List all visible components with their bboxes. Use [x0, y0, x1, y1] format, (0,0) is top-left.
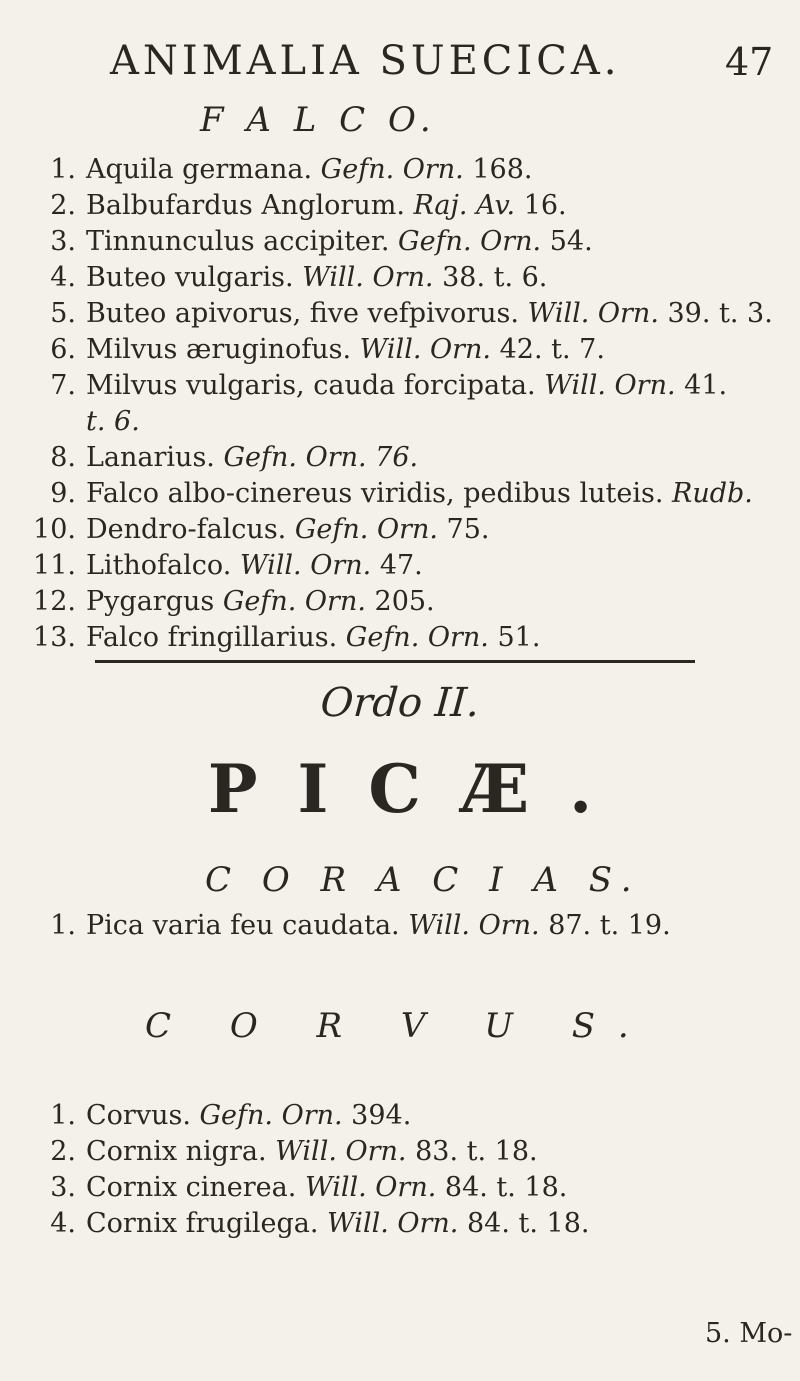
author-reference: Gefn. Orn. [222, 586, 366, 617]
entry-text [86, 260, 778, 296]
author-reference: Will. Orn. [275, 1136, 407, 1167]
species-name: Tinnunculus accipiter. [86, 226, 399, 257]
author-reference: Will. Orn. [239, 550, 372, 581]
list-item [28, 152, 778, 188]
list-item [28, 440, 778, 476]
entry-text [86, 476, 778, 512]
species-name: Cornix cinerea. [86, 1172, 305, 1203]
entry-text [86, 404, 778, 440]
reference-page: 39. t. 3. [658, 298, 773, 329]
corvus-list [28, 1098, 778, 1242]
list-item [28, 260, 778, 296]
species-name: Pygargus [86, 586, 223, 617]
species-name: Cornix nigra. [86, 1136, 276, 1167]
list-item [28, 548, 778, 584]
entry-number: 11. [33, 550, 76, 581]
entry-number: 8. [50, 442, 76, 473]
species-name: Aquila germana. [86, 154, 321, 185]
entry-number [28, 404, 86, 440]
running-head: ANIMALIA SUECICA. [110, 38, 621, 84]
author-reference: Gefn. Orn. [199, 1100, 343, 1131]
entry-number: 3. [50, 1172, 76, 1203]
species-name: Lithofalco. [86, 550, 240, 581]
author-reference: Gefn. Orn. [294, 514, 438, 545]
genus-title-falco: F A L C O. [200, 100, 437, 140]
entry-number: 2. [50, 190, 76, 221]
author-reference: Rudb. [672, 478, 753, 509]
entry-text [86, 620, 778, 656]
author-reference: Will. Orn. [408, 910, 540, 941]
list-item [28, 1170, 778, 1206]
species-name: Buteo vulgaris. [86, 262, 303, 293]
entry-number: 6. [50, 334, 76, 365]
entry-number: 10. [33, 514, 76, 545]
author-reference: Gefn. Orn. [345, 622, 489, 653]
author-reference: Will. Orn. [302, 262, 434, 293]
author-reference: Will. Orn. [327, 1208, 459, 1239]
entry-text [86, 188, 778, 224]
entry-text [86, 584, 778, 620]
entry-text [86, 1170, 778, 1206]
falco-list [28, 152, 778, 656]
author-reference: t. 6. [86, 406, 140, 437]
list-item [28, 368, 778, 404]
reference-page: 168. [463, 154, 533, 185]
author-reference: Will. Orn. [544, 370, 676, 401]
list-item [28, 620, 778, 656]
species-name: Dendro-falcus. [86, 514, 295, 545]
author-reference: Gefn. Orn. [398, 226, 542, 257]
genus-title-coracias: C O R A C I A S. [205, 860, 642, 900]
entry-text [86, 332, 778, 368]
entry-number: 1. [50, 910, 76, 941]
entry-text [86, 368, 778, 404]
entry-text [86, 1134, 778, 1170]
species-name: Buteo apivorus, five vefpivorus. [86, 298, 528, 329]
species-name: Falco fringillarius. [86, 622, 346, 653]
entry-number: 1. [50, 154, 76, 185]
coracias-list [28, 908, 778, 944]
entry-text [86, 1206, 778, 1242]
genus-title-corvus: C O R V U S. [145, 1006, 653, 1046]
reference-page: 83. t. 18. [406, 1136, 538, 1167]
entry-number: 3. [50, 226, 76, 257]
species-name: Balbufardus Anglorum. [86, 190, 414, 221]
entry-text [86, 1098, 778, 1134]
reference-page: 84. t. 18. [436, 1172, 568, 1203]
species-name: Pica varia feu caudata. [86, 910, 409, 941]
author-reference: Will. Orn. [527, 298, 659, 329]
entry-number: 2. [50, 1136, 76, 1167]
species-name: Lanarius. [86, 442, 224, 473]
reference-page: 84. t. 18. [458, 1208, 590, 1239]
list-item [28, 1098, 778, 1134]
order-label: Ordo II. [319, 680, 481, 726]
entry-text [86, 512, 778, 548]
species-name: Falco albo-cinereus viridis, pedibus luteis. [86, 478, 672, 509]
species-name: Cornix frugilega. [86, 1208, 328, 1239]
reference-page: 205. [365, 586, 435, 617]
entry-number: 4. [50, 1208, 76, 1239]
entry-number: 13. [33, 622, 76, 653]
section-divider [95, 660, 695, 663]
list-item [28, 188, 778, 224]
entry-number: 9. [50, 478, 76, 509]
reference-page: 47. [371, 550, 423, 581]
author-reference: Will. Orn. [304, 1172, 437, 1203]
list-item [28, 584, 778, 620]
list-item [28, 332, 778, 368]
entry-text [86, 296, 778, 332]
entry-number: 7. [50, 370, 76, 401]
list-item [28, 1206, 778, 1242]
author-reference: Raj. Av. [413, 190, 516, 221]
reference-page: 75. [437, 514, 490, 545]
author-reference: Gefn. Orn. [320, 154, 464, 185]
entry-text [86, 440, 778, 476]
reference-page: 54. [541, 226, 593, 257]
list-item [28, 512, 778, 548]
list-item [28, 908, 778, 944]
list-item [28, 404, 778, 440]
order-title: PICÆ. [207, 750, 633, 828]
species-name: Corvus. [86, 1100, 200, 1131]
reference-page: 51. [488, 622, 541, 653]
entry-text [86, 152, 778, 188]
entry-text [86, 908, 778, 944]
reference-page: 87. t. 19. [539, 910, 671, 941]
author-reference: Gefn. Orn. 76. [223, 442, 419, 473]
list-item [28, 296, 778, 332]
reference-page: 16. [515, 190, 567, 221]
author-reference: Will. Orn. [359, 334, 492, 365]
entry-number: 1. [50, 1100, 76, 1131]
species-name: Milvus vulgaris, cauda forcipata. [86, 370, 545, 401]
reference-page: 38. t. 6. [433, 262, 548, 293]
reference-page: 42. t. 7. [491, 334, 605, 365]
catchword: 5. Mo- [705, 1318, 793, 1349]
entry-number: 12. [33, 586, 76, 617]
entry-text [86, 224, 778, 260]
entry-number: 4. [50, 262, 76, 293]
page-number: 47 [725, 40, 774, 84]
reference-page: 41. [675, 370, 728, 401]
species-name: Milvus æruginofus. [86, 334, 360, 365]
entry-text [86, 548, 778, 584]
entry-number: 5. [50, 298, 76, 329]
reference-page: 394. [342, 1100, 412, 1131]
list-item [28, 476, 778, 512]
list-item [28, 1134, 778, 1170]
list-item [28, 224, 778, 260]
